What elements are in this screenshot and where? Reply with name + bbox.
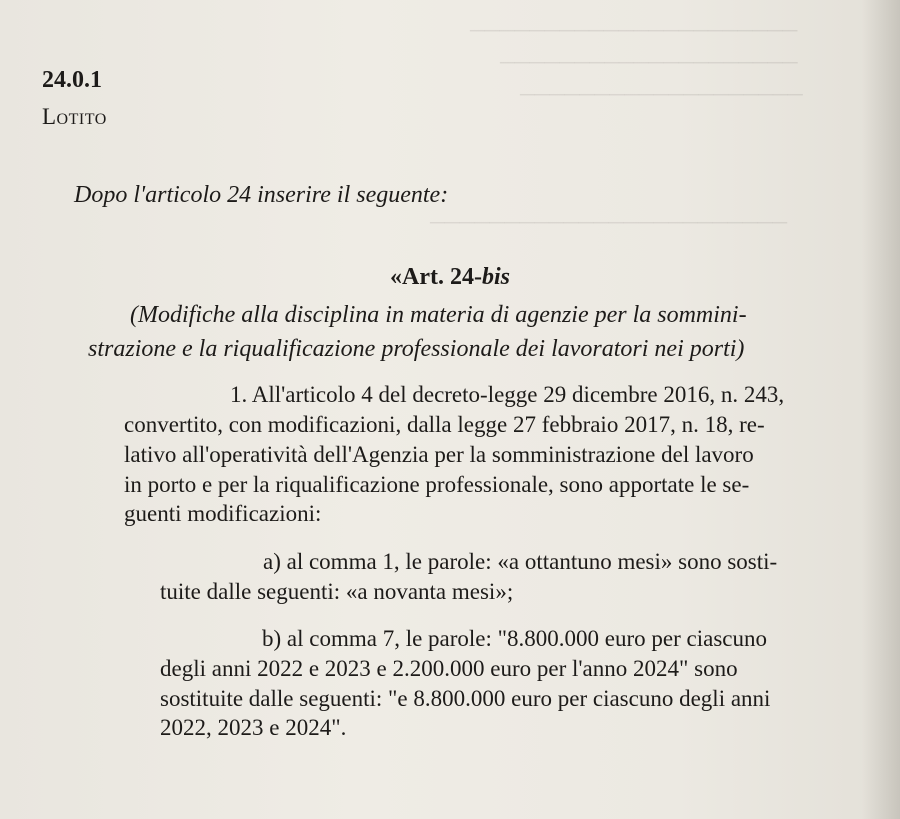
article-title-suffix: bis	[481, 264, 510, 290]
article-title-prefix: «Art. 24-	[390, 264, 482, 290]
item-number: 24.0.1	[42, 67, 102, 93]
intro-text: Dopo l'articolo 24 inserire il seguente:	[74, 182, 449, 208]
point-a-line: tuite dalle seguenti: «a novanta mesi»;	[160, 579, 514, 604]
bleed-through-text: ────────────────────────	[430, 210, 788, 234]
article-title	[0, 264, 900, 291]
point-a-line: a) al comma 1, le parole: «a ottantuno mesi» sono sosti-	[263, 549, 778, 574]
proponent-name: Lotito	[42, 104, 107, 129]
point-b-line: sostituite dalle seguenti: "e 8.800.000 euro per ciascuno degli anni	[160, 686, 771, 711]
paragraph-line: in porto e per la riqualificazione professionale, sono apportate le se-	[124, 472, 750, 497]
page-fold-shadow	[862, 0, 900, 819]
paragraph-line: guenti modificazioni:	[124, 501, 322, 526]
bleed-through-text: ───────────────────	[520, 82, 803, 106]
point-b-line: b) al comma 7, le parole: "8.800.000 euro per ciascuno	[262, 626, 768, 651]
paragraph-line: convertito, con modificazioni, dalla legge 27 febbraio 2017, n. 18, re-	[124, 412, 765, 437]
point-b-line: 2022, 2023 e 2024".	[160, 715, 347, 740]
paragraph-line: lativo all'operatività dell'Agenzia per la somministrazione del lavoro	[124, 442, 754, 467]
point-b-line: degli anni 2022 e 2023 e 2.200.000 euro per l'anno 2024" sono	[160, 656, 738, 681]
bleed-through-text: ──────────────────────	[470, 18, 798, 42]
bleed-through-text: ────────────────────	[500, 50, 798, 74]
paragraph-line: 1. All'articolo 4 del decreto-legge 29 dicembre 2016, n. 243,	[230, 382, 785, 407]
article-subtitle-line: strazione e la riqualificazione professionale dei lavoratori nei porti)	[88, 336, 745, 362]
article-subtitle-line: (Modifiche alla disciplina in materia di agenzie per la sommini-	[130, 302, 747, 328]
